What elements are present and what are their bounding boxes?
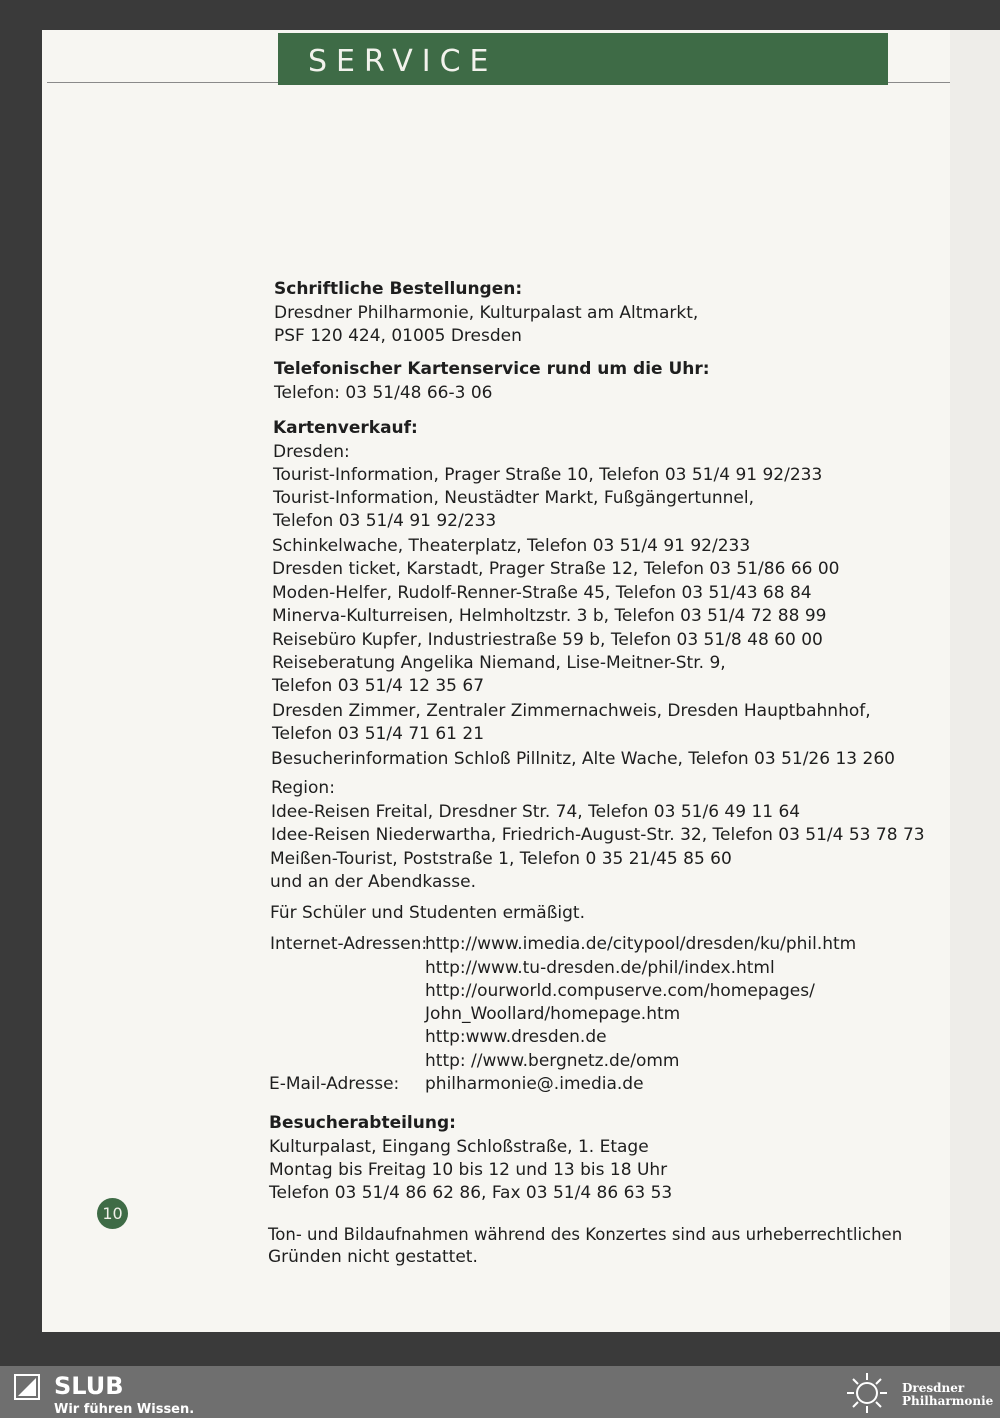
- internet-label: Internet-Adressen:: [270, 934, 428, 954]
- ticket-sales-line: Telefon 03 51/4 91 92/233: [273, 511, 497, 531]
- library-slogan: Wir führen Wissen.: [54, 1402, 195, 1417]
- ticket-sales-line: Meißen-Tourist, Poststraße 1, Telefon 0 35 21/45 85 60: [270, 849, 732, 869]
- discount-note: Für Schüler und Studenten ermäßigt.: [270, 903, 585, 923]
- internet-url[interactable]: http://www.imedia.de/citypool/dresden/ku/phil.htm: [425, 934, 857, 954]
- phone-service-heading: Telefonischer Kartenservice rund um die Uhr:: [274, 359, 710, 379]
- ticket-sales-line: Idee-Reisen Freital, Dresdner Str. 74, Telefon 03 51/6 49 11 64: [271, 802, 801, 822]
- ticket-sales-line: Dresden:: [273, 442, 350, 462]
- ticket-sales-line: Moden-Helfer, Rudolf-Renner-Straße 45, Telefon 03 51/43 68 84: [272, 583, 812, 603]
- ticket-sales-line: Reisebüro Kupfer, Industriestraße 59 b, Telefon 03 51/8 48 60 00: [272, 630, 823, 650]
- orchestra-name-line1: Dresdner: [902, 1381, 965, 1395]
- visitor-department-heading: Besucherabteilung:: [269, 1113, 456, 1133]
- visitor-department-line: Kulturpalast, Eingang Schloßstraße, 1. Etage: [269, 1137, 649, 1157]
- page-number-badge: 10: [97, 1198, 128, 1229]
- ticket-sales-line: und an der Abendkasse.: [270, 872, 476, 892]
- ticket-sales-line: Idee-Reisen Niederwartha, Friedrich-August-Str. 32, Telefon 03 51/4 53 78 73: [271, 825, 925, 845]
- written-orders-line: Dresdner Philharmonie, Kulturpalast am Altmarkt,: [274, 303, 699, 323]
- internet-url[interactable]: John_Woollard/homepage.htm: [425, 1004, 681, 1024]
- library-name: SLUB: [54, 1372, 124, 1400]
- ticket-sales-line: Tourist-Information, Neustädter Markt, Fußgängertunnel,: [273, 488, 754, 508]
- visitor-department-line: Montag bis Freitag 10 bis 12 und 13 bis 18 Uhr: [269, 1160, 668, 1180]
- adjacent-page-edge: [950, 30, 1000, 1332]
- ticket-sales-line: Telefon 03 51/4 12 35 67: [272, 676, 485, 696]
- ticket-sales-line: Minerva-Kulturreisen, Helmholtzstr. 3 b, Telefon 03 51/4 72 88 99: [272, 606, 827, 626]
- orchestra-name-line2: Philharmonie: [902, 1394, 994, 1408]
- written-orders-line: PSF 120 424, 01005 Dresden: [274, 326, 522, 346]
- ticket-sales-line: Telefon 03 51/4 71 61 21: [272, 724, 485, 744]
- email-label: E-Mail-Adresse:: [269, 1074, 400, 1094]
- ticket-sales-line: Region:: [271, 778, 335, 798]
- slub-logo-icon: [14, 1374, 40, 1400]
- ticket-sales-line: Schinkelwache, Theaterplatz, Telefon 03 51/4 91 92/233: [272, 536, 751, 556]
- visitor-department-line: Telefon 03 51/4 86 62 86, Fax 03 51/4 86 63 53: [269, 1183, 673, 1203]
- page-title: SERVICE: [308, 44, 498, 79]
- ticket-sales-heading: Kartenverkauf:: [273, 418, 418, 438]
- internet-url[interactable]: http://www.tu-dresden.de/phil/index.html: [425, 958, 775, 978]
- internet-url[interactable]: http: //www.bergnetz.de/omm: [425, 1051, 680, 1071]
- ticket-sales-line: Besucherinformation Schloß Pillnitz, Alte Wache, Telefon 03 51/26 13 260: [271, 749, 895, 769]
- recording-notice-line: Gründen nicht gestattet.: [268, 1247, 478, 1267]
- ticket-sales-line: Dresden Zimmer, Zentraler Zimmernachweis, Dresden Hauptbahnhof,: [272, 701, 871, 721]
- written-orders-heading: Schriftliche Bestellungen:: [274, 279, 523, 299]
- email-address[interactable]: philharmonie@.imedia.de: [425, 1074, 644, 1094]
- ticket-sales-line: Tourist-Information, Prager Straße 10, Telefon 03 51/4 91 92/233: [273, 465, 823, 485]
- internet-url[interactable]: http://ourworld.compuserve.com/homepages/: [425, 981, 815, 1001]
- orchestra-name: [902, 1382, 993, 1408]
- ticket-sales-line: Reiseberatung Angelika Niemand, Lise-Meitner-Str. 9,: [272, 653, 726, 673]
- ticket-sales-line: Dresden ticket, Karstadt, Prager Straße 12, Telefon 03 51/86 66 00: [272, 559, 840, 579]
- philharmonie-logo-icon: [842, 1371, 892, 1415]
- recording-notice-line: Ton- und Bildaufnahmen während des Konzertes sind aus urheberrechtlichen: [268, 1225, 903, 1244]
- phone-service-line: Telefon: 03 51/48 66-3 06: [274, 383, 493, 403]
- internet-url[interactable]: http:www.dresden.de: [425, 1027, 607, 1047]
